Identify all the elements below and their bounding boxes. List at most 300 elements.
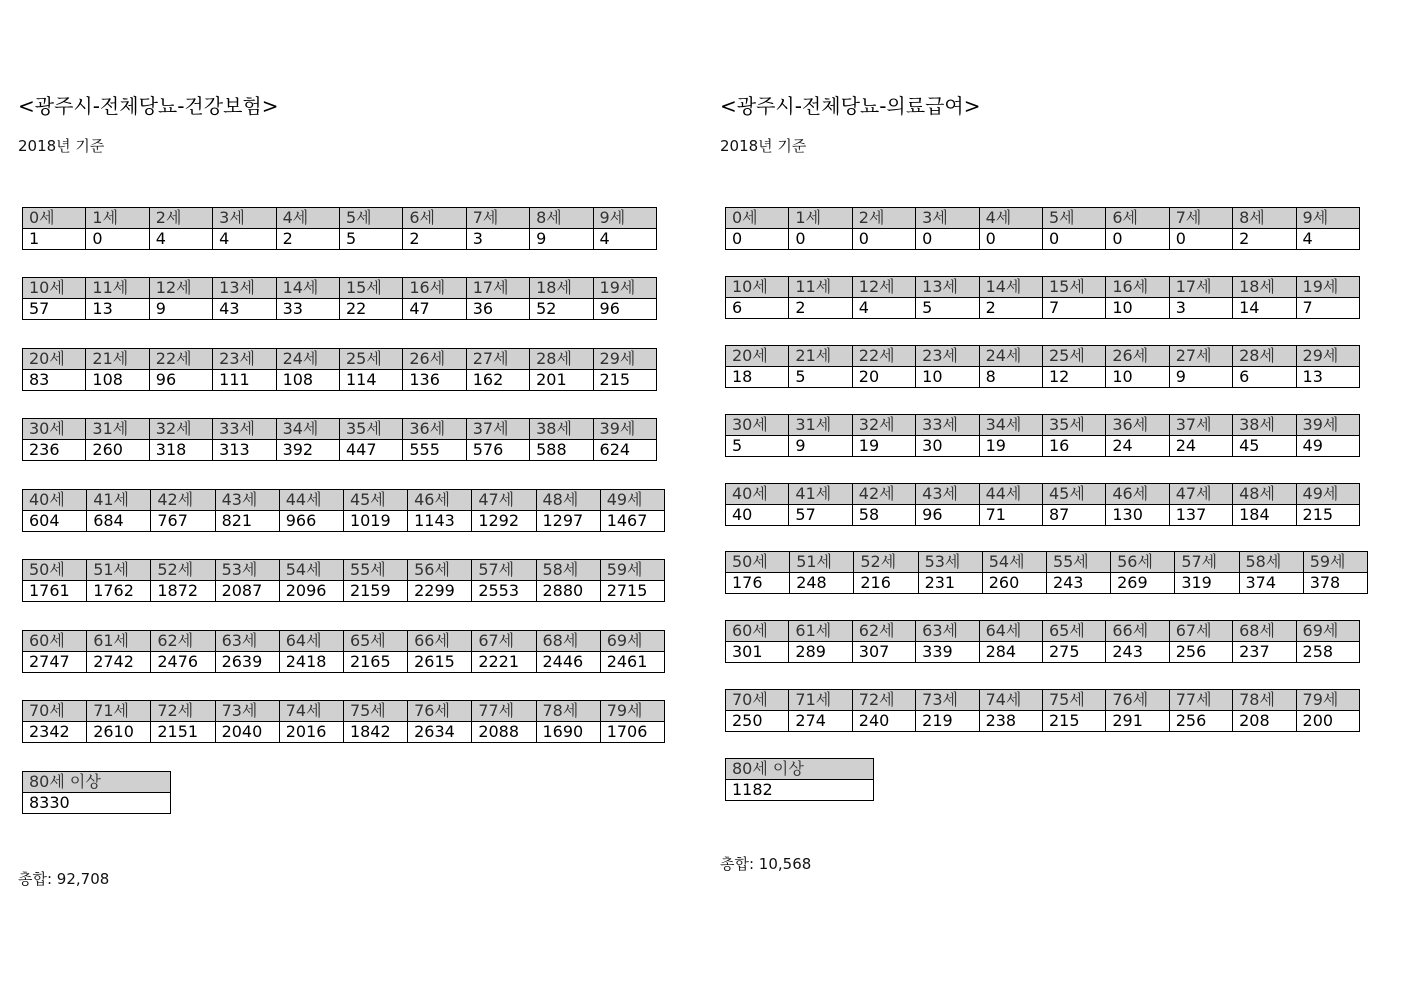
age-label-cell: 68세: [536, 631, 600, 652]
count-value-cell: 2: [979, 298, 1042, 319]
age-label-cell: 37세: [1169, 415, 1232, 436]
age-label-cell: 48세: [1233, 484, 1296, 505]
age-label-cell: 73세: [916, 690, 979, 711]
age-label-cell: 46세: [1106, 484, 1169, 505]
age-label-cell: 52세: [151, 560, 215, 581]
left-total: 총합: 92,708: [18, 870, 110, 888]
count-value-cell: 258: [1296, 642, 1359, 663]
age-label-cell: 17세: [466, 278, 529, 299]
count-value-cell: 13: [1296, 367, 1359, 388]
count-value-cell: 2634: [408, 722, 472, 743]
count-value-cell: 9: [530, 229, 593, 250]
age-label-cell: 58세: [1239, 552, 1303, 573]
count-value-cell: 1467: [600, 511, 664, 532]
count-value-cell: 13: [86, 299, 149, 320]
count-value-cell: 114: [339, 370, 402, 391]
count-value-cell: 2747: [23, 652, 87, 673]
count-value-cell: 14: [1233, 298, 1296, 319]
value-row: [23, 511, 665, 532]
count-value-cell: 111: [213, 370, 276, 391]
age-label-cell: 67세: [1169, 621, 1232, 642]
age-label-cell: 21세: [86, 349, 149, 370]
age-label-cell: 36세: [403, 419, 466, 440]
age-label-cell: 71세: [87, 701, 151, 722]
age-label-cell: 27세: [1169, 346, 1232, 367]
count-value-cell: 238: [979, 711, 1042, 732]
count-value-cell: 7: [1296, 298, 1359, 319]
age-label-cell: 43세: [215, 490, 279, 511]
age-label-cell: 53세: [215, 560, 279, 581]
value-row: [726, 573, 1368, 594]
age-label-cell: 47세: [472, 490, 536, 511]
age-label-cell: 23세: [916, 346, 979, 367]
age-label-cell: 64세: [279, 631, 343, 652]
age-label-cell: 79세: [1296, 690, 1359, 711]
count-value-cell: 24: [1169, 436, 1232, 457]
age-label-cell: 59세: [600, 560, 664, 581]
age-label-cell: 15세: [339, 278, 402, 299]
count-value-cell: 1292: [472, 511, 536, 532]
count-value-cell: 216: [854, 573, 918, 594]
count-value-cell: 374: [1239, 573, 1303, 594]
count-value-cell: 260: [982, 573, 1046, 594]
count-value-cell: 137: [1169, 505, 1232, 526]
count-value-cell: 767: [151, 511, 215, 532]
age-label-cell: 33세: [213, 419, 276, 440]
count-value-cell: 2: [1233, 229, 1296, 250]
count-value-cell: 2476: [151, 652, 215, 673]
count-value-cell: 2096: [279, 581, 343, 602]
count-value-cell: 339: [916, 642, 979, 663]
age-label-cell: 77세: [472, 701, 536, 722]
count-value-cell: 8: [979, 367, 1042, 388]
age-label-cell: 3세: [213, 208, 276, 229]
count-value-cell: 215: [593, 370, 656, 391]
age-label-cell: 59세: [1303, 552, 1367, 573]
age-label-cell: 42세: [852, 484, 915, 505]
age-label-cell: 78세: [536, 701, 600, 722]
value-row: [23, 581, 665, 602]
age-label-cell: 73세: [215, 701, 279, 722]
age-label-cell: 54세: [982, 552, 1046, 573]
age-label-cell: 12세: [852, 277, 915, 298]
age-label-cell: 70세: [23, 701, 87, 722]
age-label-cell: 37세: [466, 419, 529, 440]
age-label-cell: 72세: [151, 701, 215, 722]
count-value-cell: 47: [403, 299, 466, 320]
count-value-cell: 12: [1042, 367, 1105, 388]
count-value-cell: 136: [403, 370, 466, 391]
age-label-cell: 62세: [852, 621, 915, 642]
count-value-cell: 624: [593, 440, 656, 461]
count-value-cell: 1762: [87, 581, 151, 602]
right-age-table-50s: [725, 551, 1368, 594]
value-row: [726, 642, 1360, 663]
count-value-cell: 8330: [23, 793, 171, 814]
age-label-cell: 24세: [276, 349, 339, 370]
header-row: [23, 631, 665, 652]
count-value-cell: 19: [852, 436, 915, 457]
age-label-cell: 7세: [1169, 208, 1232, 229]
count-value-cell: 108: [276, 370, 339, 391]
age-label-cell: 45세: [343, 490, 407, 511]
count-value-cell: 2553: [472, 581, 536, 602]
age-label-cell: 38세: [530, 419, 593, 440]
value-row: [23, 652, 665, 673]
count-value-cell: 2: [789, 298, 852, 319]
age-label-cell: 22세: [149, 349, 212, 370]
count-value-cell: 2088: [472, 722, 536, 743]
count-value-cell: 96: [593, 299, 656, 320]
count-value-cell: 57: [23, 299, 86, 320]
count-value-cell: 5: [339, 229, 402, 250]
count-value-cell: 162: [466, 370, 529, 391]
left-age-table-30s: [22, 418, 657, 461]
header-row: [23, 349, 657, 370]
age-label-cell: 66세: [408, 631, 472, 652]
count-value-cell: 176: [726, 573, 790, 594]
age-label-cell: 44세: [979, 484, 1042, 505]
age-label-cell: 2세: [852, 208, 915, 229]
count-value-cell: 0: [86, 229, 149, 250]
right-age-table-80-plus: [725, 758, 874, 801]
age-label-cell: 10세: [726, 277, 789, 298]
age-label-cell: 44세: [279, 490, 343, 511]
age-label-cell: 70세: [726, 690, 789, 711]
count-value-cell: 2615: [408, 652, 472, 673]
count-value-cell: 9: [149, 299, 212, 320]
count-value-cell: 4: [852, 298, 915, 319]
count-value-cell: 10: [1106, 367, 1169, 388]
count-value-cell: 215: [1042, 711, 1105, 732]
count-value-cell: 2610: [87, 722, 151, 743]
age-label-cell: 28세: [530, 349, 593, 370]
count-value-cell: 319: [1175, 573, 1239, 594]
age-label-cell: 80세 이상: [23, 772, 171, 793]
count-value-cell: 0: [1169, 229, 1232, 250]
age-label-cell: 49세: [1296, 484, 1359, 505]
age-label-cell: 61세: [87, 631, 151, 652]
age-label-cell: 61세: [789, 621, 852, 642]
count-value-cell: 5: [916, 298, 979, 319]
age-label-cell: 2세: [149, 208, 212, 229]
age-label-cell: 67세: [472, 631, 536, 652]
header-row: [726, 552, 1368, 573]
age-label-cell: 4세: [979, 208, 1042, 229]
age-label-cell: 40세: [23, 490, 87, 511]
age-label-cell: 30세: [23, 419, 86, 440]
count-value-cell: 313: [213, 440, 276, 461]
count-value-cell: 237: [1233, 642, 1296, 663]
age-label-cell: 32세: [149, 419, 212, 440]
age-label-cell: 26세: [1106, 346, 1169, 367]
count-value-cell: 2418: [279, 652, 343, 673]
age-label-cell: 3세: [916, 208, 979, 229]
count-value-cell: 6: [1233, 367, 1296, 388]
count-value-cell: 2342: [23, 722, 87, 743]
value-row: [23, 229, 657, 250]
right-age-table-0s: [725, 207, 1360, 250]
age-label-cell: 0세: [23, 208, 86, 229]
count-value-cell: 307: [852, 642, 915, 663]
count-value-cell: 231: [918, 573, 982, 594]
count-value-cell: 87: [1042, 505, 1105, 526]
count-value-cell: 2087: [215, 581, 279, 602]
count-value-cell: 10: [916, 367, 979, 388]
age-label-cell: 19세: [1296, 277, 1359, 298]
count-value-cell: 291: [1106, 711, 1169, 732]
count-value-cell: 236: [23, 440, 86, 461]
count-value-cell: 289: [789, 642, 852, 663]
count-value-cell: 1019: [343, 511, 407, 532]
count-value-cell: 2299: [408, 581, 472, 602]
age-label-cell: 39세: [1296, 415, 1359, 436]
age-label-cell: 21세: [789, 346, 852, 367]
count-value-cell: 256: [1169, 642, 1232, 663]
count-value-cell: 1143: [408, 511, 472, 532]
count-value-cell: 30: [916, 436, 979, 457]
count-value-cell: 604: [23, 511, 87, 532]
count-value-cell: 4: [593, 229, 656, 250]
age-label-cell: 5세: [339, 208, 402, 229]
count-value-cell: 243: [1106, 642, 1169, 663]
age-label-cell: 50세: [23, 560, 87, 581]
age-label-cell: 51세: [87, 560, 151, 581]
age-label-cell: 58세: [536, 560, 600, 581]
left-age-table-50s: [22, 559, 665, 602]
count-value-cell: 2639: [215, 652, 279, 673]
age-label-cell: 52세: [854, 552, 918, 573]
age-label-cell: 75세: [1042, 690, 1105, 711]
age-label-cell: 47세: [1169, 484, 1232, 505]
count-value-cell: 0: [916, 229, 979, 250]
age-label-cell: 7세: [466, 208, 529, 229]
age-label-cell: 41세: [789, 484, 852, 505]
count-value-cell: 19: [979, 436, 1042, 457]
count-value-cell: 588: [530, 440, 593, 461]
header-row: [726, 621, 1360, 642]
value-row: [726, 367, 1360, 388]
count-value-cell: 0: [789, 229, 852, 250]
age-label-cell: 5세: [1042, 208, 1105, 229]
age-label-cell: 36세: [1106, 415, 1169, 436]
age-label-cell: 55세: [343, 560, 407, 581]
age-label-cell: 74세: [279, 701, 343, 722]
value-row: [23, 299, 657, 320]
count-value-cell: 96: [916, 505, 979, 526]
age-label-cell: 43세: [916, 484, 979, 505]
left-age-table-10s: [22, 277, 657, 320]
age-label-cell: 68세: [1233, 621, 1296, 642]
count-value-cell: 378: [1303, 573, 1367, 594]
age-label-cell: 46세: [408, 490, 472, 511]
count-value-cell: 447: [339, 440, 402, 461]
value-row: [726, 298, 1360, 319]
age-label-cell: 64세: [979, 621, 1042, 642]
age-label-cell: 16세: [1106, 277, 1169, 298]
left-age-table-80-plus: [22, 771, 171, 814]
count-value-cell: 9: [1169, 367, 1232, 388]
age-label-cell: 13세: [916, 277, 979, 298]
count-value-cell: 555: [403, 440, 466, 461]
count-value-cell: 22: [339, 299, 402, 320]
age-label-cell: 42세: [151, 490, 215, 511]
age-label-cell: 15세: [1042, 277, 1105, 298]
left-age-table-0s: [22, 207, 657, 250]
age-label-cell: 29세: [1296, 346, 1359, 367]
age-label-cell: 45세: [1042, 484, 1105, 505]
count-value-cell: 52: [530, 299, 593, 320]
age-label-cell: 53세: [918, 552, 982, 573]
age-label-cell: 72세: [852, 690, 915, 711]
count-value-cell: 83: [23, 370, 86, 391]
count-value-cell: 3: [466, 229, 529, 250]
count-value-cell: 966: [279, 511, 343, 532]
age-label-cell: 74세: [979, 690, 1042, 711]
count-value-cell: 130: [1106, 505, 1169, 526]
age-label-cell: 69세: [600, 631, 664, 652]
age-label-cell: 49세: [600, 490, 664, 511]
count-value-cell: 576: [466, 440, 529, 461]
count-value-cell: 240: [852, 711, 915, 732]
count-value-cell: 1706: [600, 722, 664, 743]
age-label-cell: 29세: [593, 349, 656, 370]
right-age-table-60s: [725, 620, 1360, 663]
age-label-cell: 25세: [1042, 346, 1105, 367]
count-value-cell: 1872: [151, 581, 215, 602]
age-label-cell: 34세: [979, 415, 1042, 436]
count-value-cell: 219: [916, 711, 979, 732]
header-row: [726, 277, 1360, 298]
age-label-cell: 80세 이상: [726, 759, 874, 780]
value-row: [726, 436, 1360, 457]
count-value-cell: 7: [1042, 298, 1105, 319]
count-value-cell: 57: [789, 505, 852, 526]
count-value-cell: 2221: [472, 652, 536, 673]
age-label-cell: 9세: [1296, 208, 1359, 229]
count-value-cell: 36: [466, 299, 529, 320]
count-value-cell: 43: [213, 299, 276, 320]
age-label-cell: 48세: [536, 490, 600, 511]
count-value-cell: 0: [726, 229, 789, 250]
count-value-cell: 96: [149, 370, 212, 391]
age-label-cell: 24세: [979, 346, 1042, 367]
count-value-cell: 1690: [536, 722, 600, 743]
age-label-cell: 23세: [213, 349, 276, 370]
age-label-cell: 17세: [1169, 277, 1232, 298]
count-value-cell: 821: [215, 511, 279, 532]
age-label-cell: 1세: [789, 208, 852, 229]
count-value-cell: 250: [726, 711, 789, 732]
right-subtitle: 2018년 기준: [720, 137, 807, 155]
age-label-cell: 28세: [1233, 346, 1296, 367]
age-label-cell: 65세: [343, 631, 407, 652]
count-value-cell: 0: [1042, 229, 1105, 250]
age-label-cell: 8세: [1233, 208, 1296, 229]
age-label-cell: 22세: [852, 346, 915, 367]
age-label-cell: 65세: [1042, 621, 1105, 642]
age-label-cell: 6세: [403, 208, 466, 229]
right-age-table-70s: [725, 689, 1360, 732]
left-age-table-40s: [22, 489, 665, 532]
left-age-table-70s: [22, 700, 665, 743]
header-row: [23, 560, 665, 581]
count-value-cell: 4: [1296, 229, 1359, 250]
count-value-cell: 248: [790, 573, 854, 594]
count-value-cell: 2040: [215, 722, 279, 743]
count-value-cell: 2151: [151, 722, 215, 743]
value-row: [23, 440, 657, 461]
age-label-cell: 60세: [726, 621, 789, 642]
age-label-cell: 30세: [726, 415, 789, 436]
left-title: <광주시-전체당뇨-건강보험>: [18, 94, 279, 118]
header-row: [23, 419, 657, 440]
count-value-cell: 301: [726, 642, 789, 663]
count-value-cell: 184: [1233, 505, 1296, 526]
value-row: [726, 505, 1360, 526]
age-label-cell: 25세: [339, 349, 402, 370]
age-label-cell: 60세: [23, 631, 87, 652]
header-row: [726, 346, 1360, 367]
count-value-cell: 256: [1169, 711, 1232, 732]
age-label-cell: 9세: [593, 208, 656, 229]
count-value-cell: 40: [726, 505, 789, 526]
count-value-cell: 2159: [343, 581, 407, 602]
left-age-table-60s: [22, 630, 665, 673]
count-value-cell: 1: [23, 229, 86, 250]
age-label-cell: 41세: [87, 490, 151, 511]
count-value-cell: 4: [149, 229, 212, 250]
age-label-cell: 55세: [1046, 552, 1110, 573]
value-row: [23, 722, 665, 743]
right-age-table-40s: [725, 483, 1360, 526]
header-row: [726, 484, 1360, 505]
age-label-cell: 63세: [916, 621, 979, 642]
count-value-cell: 269: [1111, 573, 1175, 594]
age-label-cell: 12세: [149, 278, 212, 299]
count-value-cell: 2: [276, 229, 339, 250]
count-value-cell: 2461: [600, 652, 664, 673]
right-age-table-30s: [725, 414, 1360, 457]
count-value-cell: 1182: [726, 780, 874, 801]
count-value-cell: 215: [1296, 505, 1359, 526]
age-label-cell: 1세: [86, 208, 149, 229]
age-label-cell: 66세: [1106, 621, 1169, 642]
count-value-cell: 5: [789, 367, 852, 388]
header-row: [726, 690, 1360, 711]
age-label-cell: 35세: [339, 419, 402, 440]
count-value-cell: 0: [852, 229, 915, 250]
age-label-cell: 19세: [593, 278, 656, 299]
value-row: [726, 711, 1360, 732]
age-label-cell: 71세: [789, 690, 852, 711]
age-label-cell: 75세: [343, 701, 407, 722]
age-label-cell: 11세: [789, 277, 852, 298]
count-value-cell: 4: [213, 229, 276, 250]
age-label-cell: 26세: [403, 349, 466, 370]
right-age-table-10s: [725, 276, 1360, 319]
age-label-cell: 54세: [279, 560, 343, 581]
count-value-cell: 2016: [279, 722, 343, 743]
age-label-cell: 76세: [408, 701, 472, 722]
count-value-cell: 33: [276, 299, 339, 320]
count-value-cell: 3: [1169, 298, 1232, 319]
age-label-cell: 13세: [213, 278, 276, 299]
count-value-cell: 284: [979, 642, 1042, 663]
left-subtitle: 2018년 기준: [18, 137, 105, 155]
count-value-cell: 208: [1233, 711, 1296, 732]
age-label-cell: 18세: [530, 278, 593, 299]
